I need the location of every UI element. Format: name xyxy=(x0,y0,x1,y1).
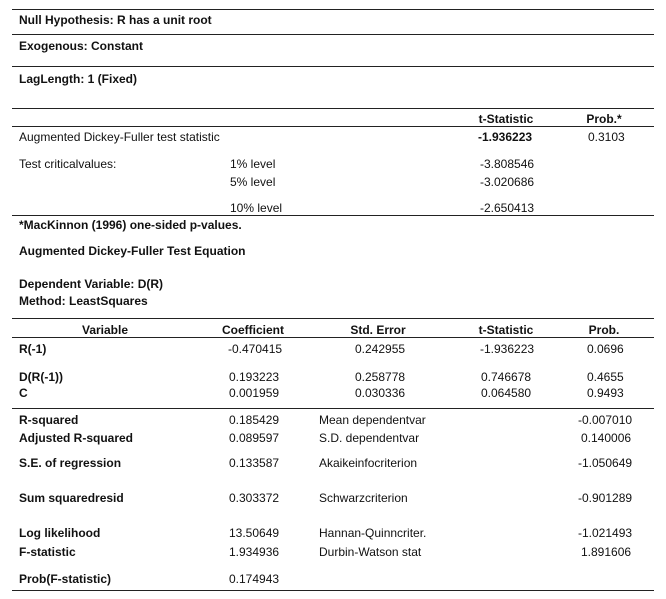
level-5pct-label: 5% level xyxy=(230,175,276,189)
coef-header-prob: Prob. xyxy=(588,323,620,337)
critical-values-label: Test criticalvalues: xyxy=(19,157,117,171)
adf-stat-value: -1.936223 xyxy=(478,130,533,144)
rule-3 xyxy=(12,108,654,109)
equation-title: Augmented Dickey-Fuller Test Equation xyxy=(19,244,246,258)
stat-label: Durbin-Watson stat xyxy=(319,545,422,559)
stat-value: 0.185429 xyxy=(229,413,280,427)
rule-bottom xyxy=(12,590,654,591)
coef-row-variable: C xyxy=(19,386,28,400)
coef-row-stderror: 0.030336 xyxy=(355,386,406,400)
level-10pct-label: 10% level xyxy=(230,201,283,215)
coef-header-coefficient: Coefficient xyxy=(221,323,285,337)
stat-label: Schwarzcriterion xyxy=(319,491,408,505)
stat-value: 0.133587 xyxy=(229,456,280,470)
coef-header-variable: Variable xyxy=(81,323,129,337)
coef-row-prob: 0.0696 xyxy=(587,342,624,356)
rule-1 xyxy=(12,34,654,35)
rule-adf-header xyxy=(12,126,654,127)
stat-label: Sum squaredresid xyxy=(19,491,124,505)
rule-adf-bottom xyxy=(12,215,654,216)
coef-row-coefficient: -0.470415 xyxy=(228,342,283,356)
stat-value: -1.050649 xyxy=(578,456,633,470)
null-hypothesis: Null Hypothesis: R has a unit root xyxy=(19,13,212,27)
stat-value: -0.007010 xyxy=(578,413,633,427)
level-1pct-value: -3.808546 xyxy=(480,157,535,171)
stat-value: 1.934936 xyxy=(229,545,280,559)
level-1pct-label: 1% level xyxy=(230,157,276,171)
stat-value: 1.891606 xyxy=(581,545,632,559)
coef-row-stderror: 0.258778 xyxy=(355,370,406,384)
stat-value: -1.021493 xyxy=(578,526,633,540)
adf-col-prob: Prob.* xyxy=(586,112,622,126)
rule-coef-top xyxy=(12,318,654,319)
coef-row-coefficient: 0.001959 xyxy=(229,386,280,400)
coef-row-tstat: 0.064580 xyxy=(481,386,532,400)
stat-label: F-statistic xyxy=(19,545,76,559)
adf-stat-label: Augmented Dickey-Fuller test statistic xyxy=(19,130,220,144)
stat-label: S.D. dependentvar xyxy=(319,431,420,445)
coef-row-variable: R(-1) xyxy=(19,342,47,356)
level-5pct-value: -3.020686 xyxy=(480,175,535,189)
dependent-variable: Dependent Variable: D(R) xyxy=(19,277,164,291)
stat-label: Log likelihood xyxy=(19,526,101,540)
stat-value: 0.089597 xyxy=(229,431,280,445)
stat-value: 0.174943 xyxy=(229,572,280,586)
rule-2 xyxy=(12,66,654,67)
stat-value: 13.50649 xyxy=(229,526,280,540)
rule-stats-top xyxy=(12,408,654,409)
coef-row-stderror: 0.242955 xyxy=(355,342,406,356)
coef-row-prob: 0.4655 xyxy=(587,370,624,384)
rule-top xyxy=(12,9,654,10)
mackinnon-footnote: *MacKinnon (1996) one-sided p-values. xyxy=(19,218,242,232)
coef-row-tstat: -1.936223 xyxy=(480,342,535,356)
stat-value: 0.140006 xyxy=(581,431,632,445)
stat-value: 0.303372 xyxy=(229,491,280,505)
lag-length-label: LagLength: 1 (Fixed) xyxy=(19,72,137,86)
stat-label: R-squared xyxy=(19,413,79,427)
level-10pct-value: -2.650413 xyxy=(480,201,535,215)
stat-label: Hannan-Quinncriter. xyxy=(319,526,427,540)
coef-header-stderror: Std. Error xyxy=(350,323,406,337)
coef-row-variable: D(R(-1)) xyxy=(19,370,63,384)
coef-row-tstat: 0.746678 xyxy=(481,370,532,384)
stat-label: S.E. of regression xyxy=(19,456,122,470)
stat-label: Adjusted R-squared xyxy=(19,431,134,445)
coef-row-prob: 0.9493 xyxy=(587,386,624,400)
adf-col-tstat: t-Statistic xyxy=(478,112,534,126)
coef-row-coefficient: 0.193223 xyxy=(229,370,280,384)
method-label: Method: LeastSquares xyxy=(19,294,148,308)
stat-label: Prob(F-statistic) xyxy=(19,572,112,586)
coef-header-tstat: t-Statistic xyxy=(478,323,534,337)
stat-label: Akaikeinfocriterion xyxy=(319,456,418,470)
stat-value: -0.901289 xyxy=(578,491,633,505)
exogenous-label: Exogenous: Constant xyxy=(19,39,144,53)
rule-coef-header xyxy=(12,337,654,338)
stat-label: Mean dependentvar xyxy=(319,413,426,427)
adf-stat-prob: 0.3103 xyxy=(588,130,625,144)
